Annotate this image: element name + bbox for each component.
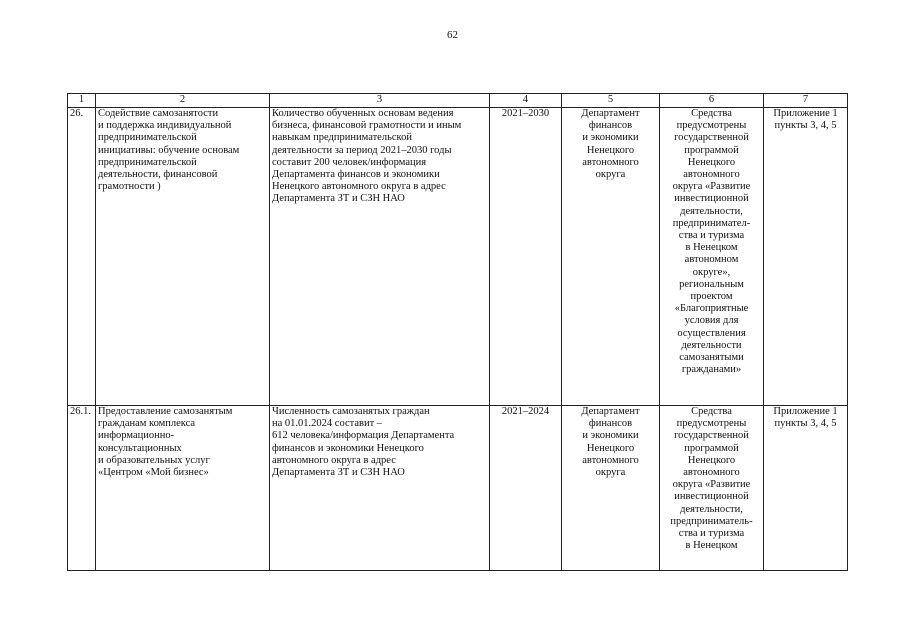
header-cell-5: 5 — [562, 94, 660, 108]
executor-cell: Департамент финансов и экономики Ненецкого автономного округа — [562, 406, 660, 571]
header-cell-4: 4 — [490, 94, 562, 108]
indicator-cell: Численность самозанятых граждан на 01.01.2024 составит – 612 человека/информация Департамента финансов и экономики Ненецкого автономного округа в адрес Департамента ЗТ и СЗН НАО — [270, 406, 490, 571]
header-cell-6: 6 — [660, 94, 764, 108]
annex-cell: Приложение 1 пункты 3, 4, 5 — [764, 108, 848, 406]
funding-cell: Средства предусмотрены государственной программой Ненецкого автономного округа «Развитие инвестиционной деятельности, предпринимател- ства и туризма в Ненецком автономном округе», региональным проектом «Благоприятные условия для осуществления деятельности самозанятыми гражданами» — [660, 108, 764, 406]
funding-cell: Средства предусмотрены государственной программой Ненецкого автономного округа «Развитие инвестиционной деятельности, предприниматель- ства и туризма в Ненецком — [660, 406, 764, 571]
indicator-cell: Количество обученных основам ведения бизнеса, финансовой грамотности и иным навыкам предпринимательской деятельности за период 2021–2030 годы составит 200 человек/информация Департамента финансов и экономики Ненецкого автономного округа в адрес Департамента ЗТ и СЗН НАО — [270, 108, 490, 406]
program-table — [67, 93, 848, 571]
executor-cell: Департамент финансов и экономики Ненецкого автономного округа — [562, 108, 660, 406]
annex-cell: Приложение 1 пункты 3, 4, 5 — [764, 406, 848, 571]
row-number: 26.1. — [68, 406, 96, 571]
header-row — [68, 94, 848, 108]
header-cell-3: 3 — [270, 94, 490, 108]
header-cell-2: 2 — [96, 94, 270, 108]
row-number: 26. — [68, 108, 96, 406]
period-cell: 2021–2024 — [490, 406, 562, 571]
page-number: 62 — [447, 29, 458, 41]
header-cell-7: 7 — [764, 94, 848, 108]
activity-cell: Содействие самозанятости и поддержка индивидуальной предпринимательской инициативы: обучение основам предпринимательской деятельности, финансовой грамотности ) — [96, 108, 270, 406]
table-row — [68, 406, 848, 571]
header-cell-1: 1 — [68, 94, 96, 108]
table-row — [68, 108, 848, 406]
period-cell: 2021–2030 — [490, 108, 562, 406]
activity-cell: Предоставление самозанятым гражданам комплекса информационно- консультационных и образовательных услуг «Центром «Мой бизнес» — [96, 406, 270, 571]
